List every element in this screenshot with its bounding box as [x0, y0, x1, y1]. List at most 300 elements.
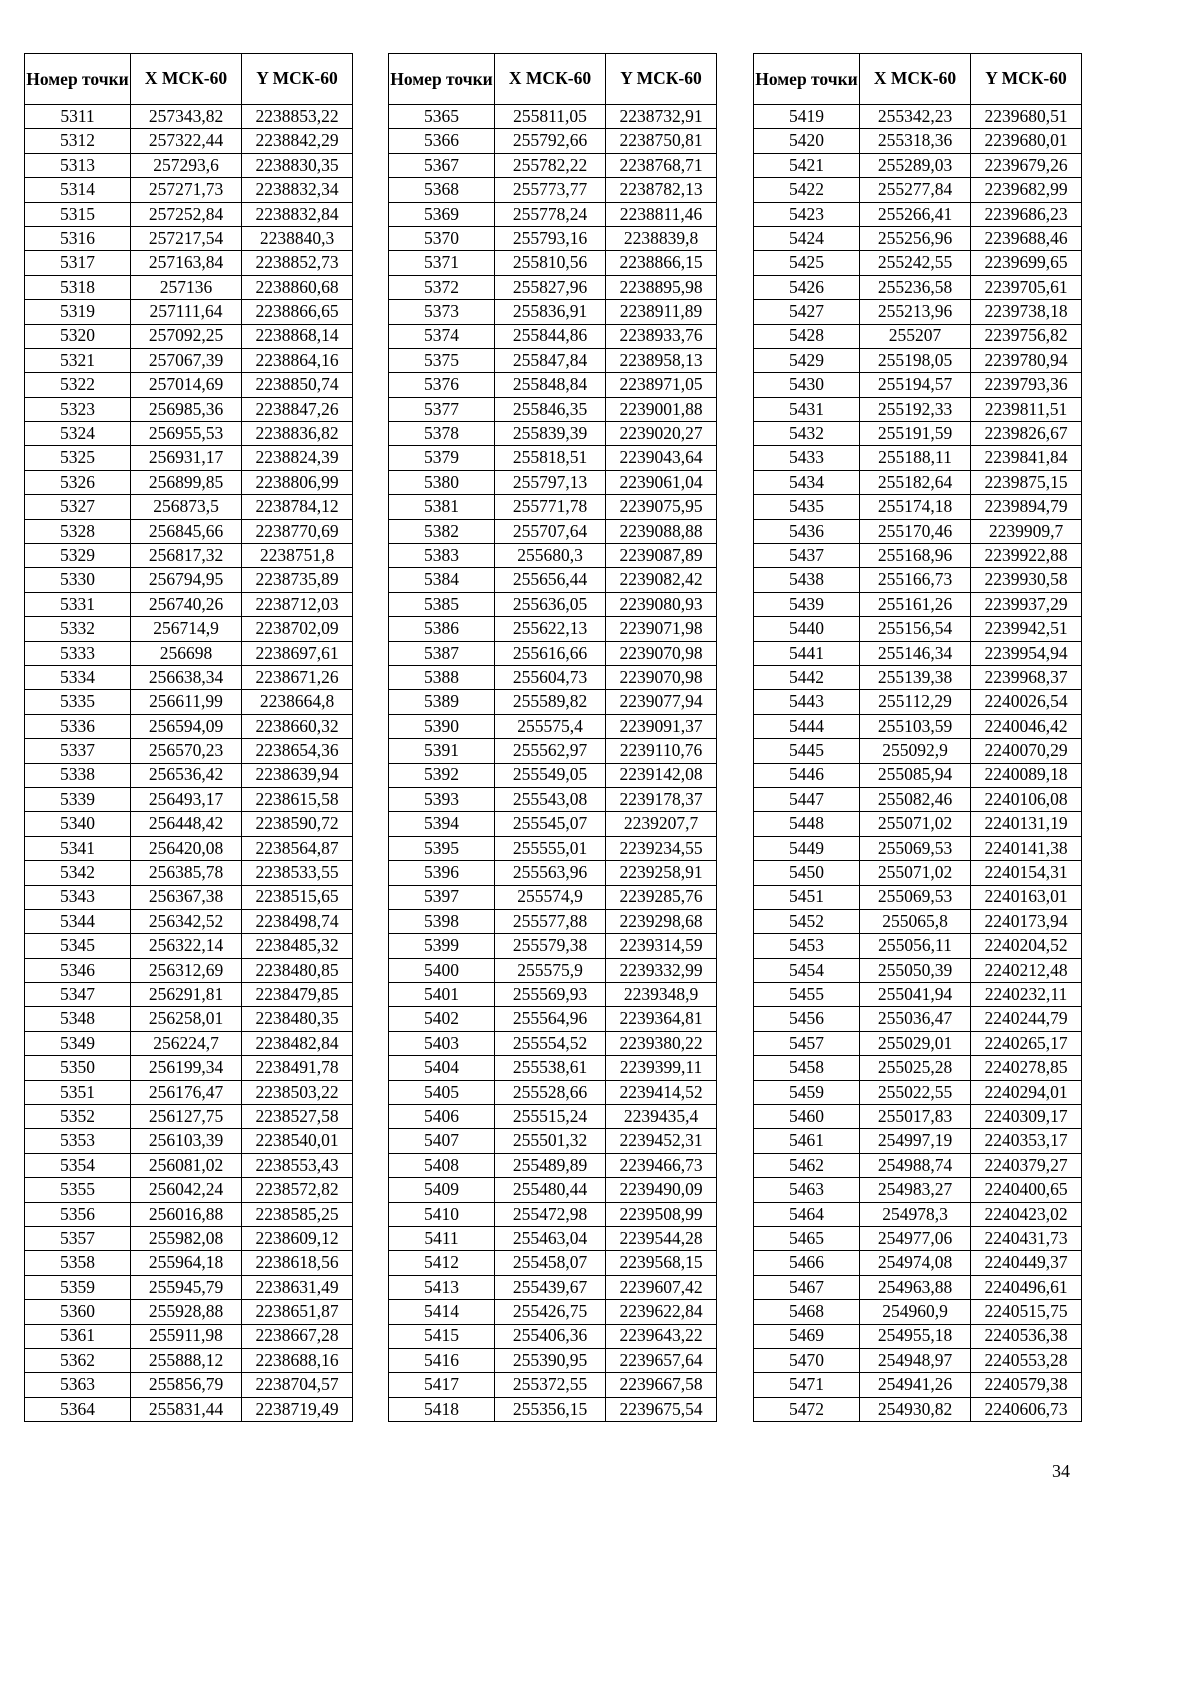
point-number-cell: 5377	[389, 397, 495, 421]
point-number-cell: 5321	[25, 348, 131, 372]
point-number-cell: 5330	[25, 568, 131, 592]
point-number-cell: 5340	[25, 812, 131, 836]
table-row	[25, 129, 353, 153]
point-number-cell: 5467	[754, 1275, 860, 1299]
point-number-cell: 5420	[754, 129, 860, 153]
point-number-cell: 5311	[25, 105, 131, 129]
x-coordinate-cell: 255831,44	[131, 1397, 242, 1421]
table-row	[754, 129, 1082, 153]
y-coordinate-cell: 2239088,88	[606, 519, 717, 543]
table-row	[754, 422, 1082, 446]
point-number-cell: 5397	[389, 885, 495, 909]
header-y-coordinate: Y МСК-60	[606, 54, 717, 105]
x-coordinate-cell: 255528,66	[495, 1080, 606, 1104]
x-coordinate-cell: 256611,99	[131, 690, 242, 714]
y-coordinate-cell: 2239657,64	[606, 1348, 717, 1372]
table-row	[25, 1105, 353, 1129]
y-coordinate-cell: 2239285,76	[606, 885, 717, 909]
point-number-cell: 5345	[25, 934, 131, 958]
x-coordinate-cell: 255616,66	[495, 641, 606, 665]
point-number-cell: 5423	[754, 202, 860, 226]
table-row	[389, 641, 717, 665]
y-coordinate-cell: 2239075,95	[606, 495, 717, 519]
x-coordinate-cell: 255562,97	[495, 739, 606, 763]
table-row	[389, 324, 717, 348]
x-coordinate-cell: 254977,06	[860, 1226, 971, 1250]
table-row	[754, 1300, 1082, 1324]
x-coordinate-cell: 256127,75	[131, 1105, 242, 1129]
y-coordinate-cell: 2240265,17	[971, 1031, 1082, 1055]
point-number-cell: 5444	[754, 714, 860, 738]
y-coordinate-cell: 2238609,12	[242, 1226, 353, 1250]
y-coordinate-cell: 2239930,58	[971, 568, 1082, 592]
x-coordinate-cell: 255604,73	[495, 665, 606, 689]
table-row	[25, 787, 353, 811]
x-coordinate-cell: 256794,95	[131, 568, 242, 592]
point-number-cell: 5387	[389, 641, 495, 665]
table-row	[754, 1056, 1082, 1080]
y-coordinate-cell: 2240606,73	[971, 1397, 1082, 1421]
table-row	[25, 397, 353, 421]
x-coordinate-cell: 255390,95	[495, 1348, 606, 1372]
point-number-cell: 5415	[389, 1324, 495, 1348]
x-coordinate-cell: 255622,13	[495, 617, 606, 641]
table-body	[389, 105, 717, 1422]
point-number-cell: 5328	[25, 519, 131, 543]
table-row	[389, 1153, 717, 1177]
y-coordinate-cell: 2239705,61	[971, 275, 1082, 299]
point-number-cell: 5327	[25, 495, 131, 519]
y-coordinate-cell: 2238824,39	[242, 446, 353, 470]
point-number-cell: 5400	[389, 958, 495, 982]
x-coordinate-cell: 256224,7	[131, 1031, 242, 1055]
point-number-cell: 5366	[389, 129, 495, 153]
point-number-cell: 5418	[389, 1397, 495, 1421]
point-number-cell: 5348	[25, 1007, 131, 1031]
y-coordinate-cell: 2239954,94	[971, 641, 1082, 665]
table-row	[25, 495, 353, 519]
x-coordinate-cell: 256931,17	[131, 446, 242, 470]
table-row	[25, 1251, 353, 1275]
table-row	[25, 544, 353, 568]
y-coordinate-cell: 2240131,19	[971, 812, 1082, 836]
point-number-cell: 5325	[25, 446, 131, 470]
y-coordinate-cell: 2239756,82	[971, 324, 1082, 348]
y-coordinate-cell: 2240309,17	[971, 1105, 1082, 1129]
table-row	[25, 641, 353, 665]
point-number-cell: 5465	[754, 1226, 860, 1250]
x-coordinate-cell: 255439,67	[495, 1275, 606, 1299]
point-number-cell: 5438	[754, 568, 860, 592]
table-row	[25, 422, 353, 446]
x-coordinate-cell: 256955,53	[131, 422, 242, 446]
table-row	[754, 1251, 1082, 1275]
table-row	[389, 836, 717, 860]
x-coordinate-cell: 257163,84	[131, 251, 242, 275]
x-coordinate-cell: 255538,61	[495, 1056, 606, 1080]
y-coordinate-cell: 2240423,02	[971, 1202, 1082, 1226]
point-number-cell: 5437	[754, 544, 860, 568]
table-row	[389, 373, 717, 397]
x-coordinate-cell: 256322,14	[131, 934, 242, 958]
y-coordinate-cell: 2240163,01	[971, 885, 1082, 909]
x-coordinate-cell: 255017,83	[860, 1105, 971, 1129]
table-row	[389, 909, 717, 933]
y-coordinate-cell: 2238491,78	[242, 1056, 353, 1080]
x-coordinate-cell: 255964,18	[131, 1251, 242, 1275]
y-coordinate-cell: 2238770,69	[242, 519, 353, 543]
header-y-coordinate: Y МСК-60	[242, 54, 353, 105]
table-row	[754, 665, 1082, 689]
point-number-cell: 5435	[754, 495, 860, 519]
x-coordinate-cell: 255680,3	[495, 544, 606, 568]
table-row	[754, 300, 1082, 324]
point-number-cell: 5411	[389, 1226, 495, 1250]
x-coordinate-cell: 255041,94	[860, 983, 971, 1007]
x-coordinate-cell: 255192,33	[860, 397, 971, 421]
x-coordinate-cell: 255025,28	[860, 1056, 971, 1080]
x-coordinate-cell: 255082,46	[860, 787, 971, 811]
x-coordinate-cell: 255318,36	[860, 129, 971, 153]
x-coordinate-cell: 255146,34	[860, 641, 971, 665]
y-coordinate-cell: 2239686,23	[971, 202, 1082, 226]
table-row	[25, 1373, 353, 1397]
point-number-cell: 5390	[389, 714, 495, 738]
table-row	[389, 1226, 717, 1250]
point-number-cell: 5319	[25, 300, 131, 324]
point-number-cell: 5468	[754, 1300, 860, 1324]
y-coordinate-cell: 2240141,38	[971, 836, 1082, 860]
y-coordinate-cell: 2238830,35	[242, 153, 353, 177]
y-coordinate-cell: 2238806,99	[242, 470, 353, 494]
point-number-cell: 5471	[754, 1373, 860, 1397]
table-row	[25, 861, 353, 885]
x-coordinate-cell: 255022,55	[860, 1080, 971, 1104]
x-coordinate-cell: 255194,57	[860, 373, 971, 397]
point-number-cell: 5443	[754, 690, 860, 714]
x-coordinate-cell: 255982,08	[131, 1226, 242, 1250]
table-row	[389, 275, 717, 299]
point-number-cell: 5365	[389, 105, 495, 129]
point-number-cell: 5364	[25, 1397, 131, 1421]
y-coordinate-cell: 2238533,55	[242, 861, 353, 885]
table-row	[754, 1007, 1082, 1031]
x-coordinate-cell: 255797,13	[495, 470, 606, 494]
point-number-cell: 5337	[25, 739, 131, 763]
y-coordinate-cell: 2238735,89	[242, 568, 353, 592]
point-number-cell: 5318	[25, 275, 131, 299]
table-row	[754, 1397, 1082, 1421]
x-coordinate-cell: 255515,24	[495, 1105, 606, 1129]
point-number-cell: 5350	[25, 1056, 131, 1080]
point-number-cell: 5442	[754, 665, 860, 689]
y-coordinate-cell: 2238868,14	[242, 324, 353, 348]
point-number-cell: 5401	[389, 983, 495, 1007]
y-coordinate-cell: 2240379,27	[971, 1153, 1082, 1177]
table-row	[754, 251, 1082, 275]
y-coordinate-cell: 2240212,48	[971, 958, 1082, 982]
y-coordinate-cell: 2238911,89	[606, 300, 717, 324]
table-row	[389, 1202, 717, 1226]
point-number-cell: 5352	[25, 1105, 131, 1129]
y-coordinate-cell: 2238839,8	[606, 226, 717, 250]
x-coordinate-cell: 255092,9	[860, 739, 971, 763]
x-coordinate-cell: 255928,88	[131, 1300, 242, 1324]
point-number-cell: 5315	[25, 202, 131, 226]
table-row	[389, 1056, 717, 1080]
table-row	[754, 1129, 1082, 1153]
x-coordinate-cell: 256103,39	[131, 1129, 242, 1153]
x-coordinate-cell: 256536,42	[131, 763, 242, 787]
x-coordinate-cell: 255071,02	[860, 861, 971, 885]
y-coordinate-cell: 2239142,08	[606, 763, 717, 787]
y-coordinate-cell: 2239508,99	[606, 1202, 717, 1226]
y-coordinate-cell: 2239942,51	[971, 617, 1082, 641]
point-number-cell: 5341	[25, 836, 131, 860]
table-row	[389, 568, 717, 592]
point-number-cell: 5463	[754, 1178, 860, 1202]
x-coordinate-cell: 255836,91	[495, 300, 606, 324]
header-point-number: Номер точки	[25, 54, 131, 105]
point-number-cell: 5374	[389, 324, 495, 348]
table-row	[25, 1007, 353, 1031]
x-coordinate-cell: 254941,26	[860, 1373, 971, 1397]
x-coordinate-cell: 256817,32	[131, 544, 242, 568]
y-coordinate-cell: 2239207,7	[606, 812, 717, 836]
x-coordinate-cell: 255071,02	[860, 812, 971, 836]
table-row	[389, 105, 717, 129]
y-coordinate-cell: 2238479,85	[242, 983, 353, 1007]
table-row	[754, 617, 1082, 641]
x-coordinate-cell: 255156,54	[860, 617, 971, 641]
x-coordinate-cell: 255069,53	[860, 836, 971, 860]
table-row	[754, 495, 1082, 519]
y-coordinate-cell: 2238590,72	[242, 812, 353, 836]
point-number-cell: 5373	[389, 300, 495, 324]
y-coordinate-cell: 2238866,65	[242, 300, 353, 324]
y-coordinate-cell: 2238503,22	[242, 1080, 353, 1104]
y-coordinate-cell: 2238639,94	[242, 763, 353, 787]
x-coordinate-cell: 256594,09	[131, 714, 242, 738]
x-coordinate-cell: 257293,6	[131, 153, 242, 177]
table-row	[389, 129, 717, 153]
table-row	[754, 105, 1082, 129]
y-coordinate-cell: 2239667,58	[606, 1373, 717, 1397]
y-coordinate-cell: 2238847,26	[242, 397, 353, 421]
table-row	[25, 909, 353, 933]
table-row	[754, 324, 1082, 348]
point-number-cell: 5430	[754, 373, 860, 397]
x-coordinate-cell: 255589,82	[495, 690, 606, 714]
y-coordinate-cell: 2238750,81	[606, 129, 717, 153]
x-coordinate-cell: 256493,17	[131, 787, 242, 811]
x-coordinate-cell: 255818,51	[495, 446, 606, 470]
header-x-coordinate: X МСК-60	[860, 54, 971, 105]
x-coordinate-cell: 256448,42	[131, 812, 242, 836]
point-number-cell: 5446	[754, 763, 860, 787]
y-coordinate-cell: 2238654,36	[242, 739, 353, 763]
y-coordinate-cell: 2239178,37	[606, 787, 717, 811]
y-coordinate-cell: 2239110,76	[606, 739, 717, 763]
y-coordinate-cell: 2239568,15	[606, 1251, 717, 1275]
point-number-cell: 5402	[389, 1007, 495, 1031]
point-number-cell: 5396	[389, 861, 495, 885]
y-coordinate-cell: 2238480,35	[242, 1007, 353, 1031]
y-coordinate-cell: 2240431,73	[971, 1226, 1082, 1250]
table-row	[389, 422, 717, 446]
table-row	[25, 739, 353, 763]
y-coordinate-cell: 2239968,37	[971, 665, 1082, 689]
coordinates-table-2	[388, 53, 717, 1422]
x-coordinate-cell: 255242,55	[860, 251, 971, 275]
point-number-cell: 5388	[389, 665, 495, 689]
x-coordinate-cell: 257014,69	[131, 373, 242, 397]
y-coordinate-cell: 2240353,17	[971, 1129, 1082, 1153]
header-y-coordinate: Y МСК-60	[971, 54, 1082, 105]
y-coordinate-cell: 2239452,31	[606, 1129, 717, 1153]
table-row	[754, 1178, 1082, 1202]
table-row	[25, 1031, 353, 1055]
table-row	[754, 373, 1082, 397]
point-number-cell: 5316	[25, 226, 131, 250]
point-number-cell: 5424	[754, 226, 860, 250]
y-coordinate-cell: 2240173,94	[971, 909, 1082, 933]
coordinates-table-3	[753, 53, 1082, 1422]
table-row	[754, 470, 1082, 494]
point-number-cell: 5403	[389, 1031, 495, 1055]
table-row	[25, 1300, 353, 1324]
point-number-cell: 5378	[389, 422, 495, 446]
y-coordinate-cell: 2238540,01	[242, 1129, 353, 1153]
x-coordinate-cell: 255778,24	[495, 202, 606, 226]
point-number-cell: 5419	[754, 105, 860, 129]
y-coordinate-cell: 2239607,42	[606, 1275, 717, 1299]
x-coordinate-cell: 256698	[131, 641, 242, 665]
point-number-cell: 5344	[25, 909, 131, 933]
y-coordinate-cell: 2240204,52	[971, 934, 1082, 958]
table-row	[25, 665, 353, 689]
y-coordinate-cell: 2239332,99	[606, 958, 717, 982]
y-coordinate-cell: 2239811,51	[971, 397, 1082, 421]
x-coordinate-cell: 255579,38	[495, 934, 606, 958]
y-coordinate-cell: 2238732,91	[606, 105, 717, 129]
y-coordinate-cell: 2238671,26	[242, 665, 353, 689]
point-number-cell: 5357	[25, 1226, 131, 1250]
x-coordinate-cell: 255065,8	[860, 909, 971, 933]
table-row	[754, 1348, 1082, 1372]
table-row	[754, 836, 1082, 860]
x-coordinate-cell: 255463,04	[495, 1226, 606, 1250]
x-coordinate-cell: 255182,64	[860, 470, 971, 494]
point-number-cell: 5347	[25, 983, 131, 1007]
x-coordinate-cell: 256740,26	[131, 592, 242, 616]
point-number-cell: 5320	[25, 324, 131, 348]
y-coordinate-cell: 2238842,29	[242, 129, 353, 153]
point-number-cell: 5391	[389, 739, 495, 763]
table-row	[25, 178, 353, 202]
y-coordinate-cell: 2239826,67	[971, 422, 1082, 446]
y-coordinate-cell: 2240515,75	[971, 1300, 1082, 1324]
y-coordinate-cell: 2238971,05	[606, 373, 717, 397]
table-row	[389, 1129, 717, 1153]
point-number-cell: 5375	[389, 348, 495, 372]
point-number-cell: 5355	[25, 1178, 131, 1202]
x-coordinate-cell: 255356,15	[495, 1397, 606, 1421]
point-number-cell: 5361	[25, 1324, 131, 1348]
y-coordinate-cell: 2239466,73	[606, 1153, 717, 1177]
x-coordinate-cell: 255174,18	[860, 495, 971, 519]
table-row	[389, 544, 717, 568]
y-coordinate-cell: 2238553,43	[242, 1153, 353, 1177]
x-coordinate-cell: 254988,74	[860, 1153, 971, 1177]
x-coordinate-cell: 256291,81	[131, 983, 242, 1007]
point-number-cell: 5426	[754, 275, 860, 299]
x-coordinate-cell: 255549,05	[495, 763, 606, 787]
y-coordinate-cell: 2239622,84	[606, 1300, 717, 1324]
y-coordinate-cell: 2238933,76	[606, 324, 717, 348]
y-coordinate-cell: 2239070,98	[606, 641, 717, 665]
table-row	[389, 202, 717, 226]
table-row	[25, 1056, 353, 1080]
x-coordinate-cell: 255170,46	[860, 519, 971, 543]
table-row	[25, 275, 353, 299]
y-coordinate-cell: 2238895,98	[606, 275, 717, 299]
table-row	[754, 1373, 1082, 1397]
point-number-cell: 5404	[389, 1056, 495, 1080]
y-coordinate-cell: 2239091,37	[606, 714, 717, 738]
point-number-cell: 5455	[754, 983, 860, 1007]
y-coordinate-cell: 2240294,01	[971, 1080, 1082, 1104]
x-coordinate-cell: 255342,23	[860, 105, 971, 129]
table-row	[25, 1275, 353, 1299]
table-row	[389, 1007, 717, 1031]
table-row	[25, 934, 353, 958]
table-row	[754, 1105, 1082, 1129]
y-coordinate-cell: 2239680,51	[971, 105, 1082, 129]
point-number-cell: 5441	[754, 641, 860, 665]
x-coordinate-cell: 256081,02	[131, 1153, 242, 1177]
header-point-number: Номер точки	[389, 54, 495, 105]
y-coordinate-cell: 2238618,56	[242, 1251, 353, 1275]
y-coordinate-cell: 2240579,38	[971, 1373, 1082, 1397]
table-row	[389, 1275, 717, 1299]
point-number-cell: 5368	[389, 178, 495, 202]
point-number-cell: 5454	[754, 958, 860, 982]
table-row	[754, 861, 1082, 885]
point-number-cell: 5448	[754, 812, 860, 836]
table-row	[754, 1324, 1082, 1348]
y-coordinate-cell: 2238667,28	[242, 1324, 353, 1348]
x-coordinate-cell: 254930,82	[860, 1397, 971, 1421]
point-number-cell: 5452	[754, 909, 860, 933]
table-row	[389, 519, 717, 543]
point-number-cell: 5346	[25, 958, 131, 982]
point-number-cell: 5343	[25, 885, 131, 909]
table-row	[25, 1324, 353, 1348]
y-coordinate-cell: 2240106,08	[971, 787, 1082, 811]
point-number-cell: 5324	[25, 422, 131, 446]
x-coordinate-cell: 256570,23	[131, 739, 242, 763]
x-coordinate-cell: 255569,93	[495, 983, 606, 1007]
table-row	[389, 153, 717, 177]
y-coordinate-cell: 2239080,93	[606, 592, 717, 616]
point-number-cell: 5386	[389, 617, 495, 641]
y-coordinate-cell: 2240046,42	[971, 714, 1082, 738]
y-coordinate-cell: 2239699,65	[971, 251, 1082, 275]
x-coordinate-cell: 255372,55	[495, 1373, 606, 1397]
y-coordinate-cell: 2239298,68	[606, 909, 717, 933]
x-coordinate-cell: 255198,05	[860, 348, 971, 372]
